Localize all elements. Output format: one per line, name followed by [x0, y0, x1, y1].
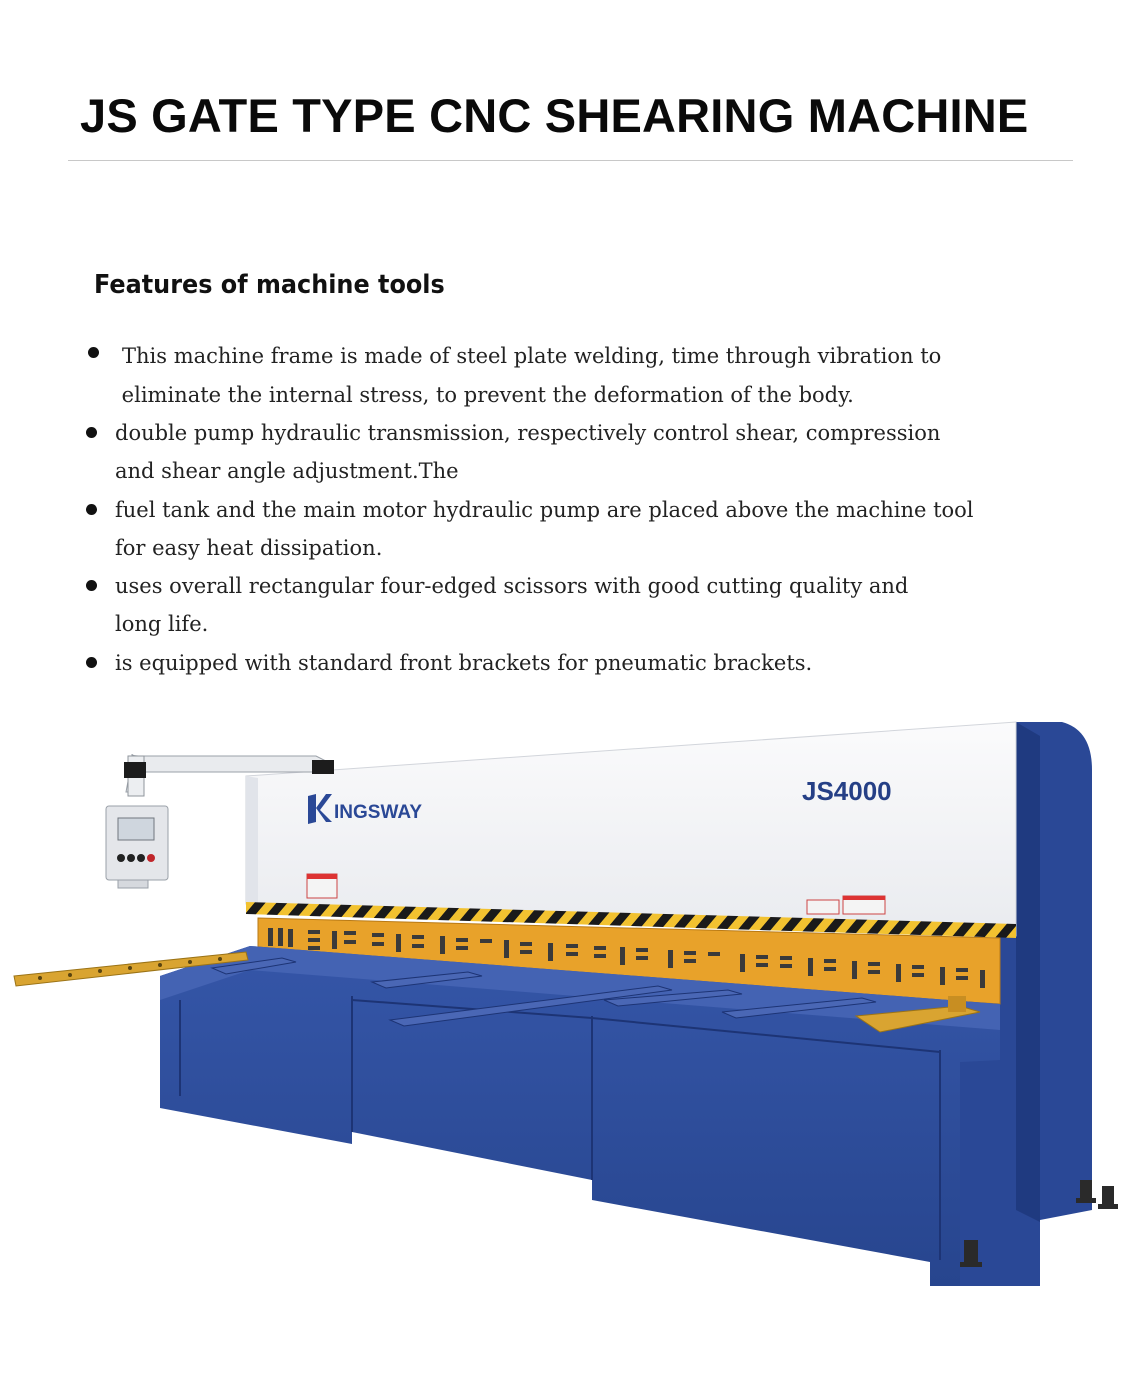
feature-line: uses overall rectangular four-edged scissors with good cutting quality and — [115, 574, 909, 598]
upper-panel — [246, 722, 1016, 936]
shearing-machine-image — [0, 700, 1142, 1320]
page-title: JS GATE TYPE CNC SHEARING MACHINE — [80, 89, 1029, 142]
emergency-stop-icon — [147, 854, 155, 862]
model-label: JS4000 — [802, 776, 892, 806]
bullet-icon — [86, 427, 97, 438]
bullet-icon — [86, 580, 97, 591]
feature-line: double pump hydraulic transmission, respectively control shear, compression — [115, 421, 941, 445]
control-panel — [106, 806, 168, 888]
bullet-icon — [88, 347, 99, 358]
feature-line: and shear angle adjustment.The — [115, 459, 459, 483]
feature-line: long life. — [115, 612, 209, 636]
display-screen — [118, 818, 154, 840]
feature-line: This machine frame is made of steel plate welding, time through vibration to — [122, 344, 942, 368]
section-heading: Features of machine tools — [94, 270, 445, 300]
title-divider — [68, 160, 1073, 161]
feature-line: fuel tank and the main motor hydraulic pump are placed above the machine tool — [115, 498, 974, 522]
feature-line: is equipped with standard front brackets for pneumatic brackets. — [115, 651, 813, 675]
feature-line: for easy heat dissipation. — [115, 536, 383, 560]
feature-line: eliminate the internal stress, to prevent the deformation of the body. — [115, 383, 854, 407]
bullet-icon — [86, 504, 97, 515]
brand-name: INGSWAY — [334, 802, 422, 823]
bullet-icon — [86, 657, 97, 668]
